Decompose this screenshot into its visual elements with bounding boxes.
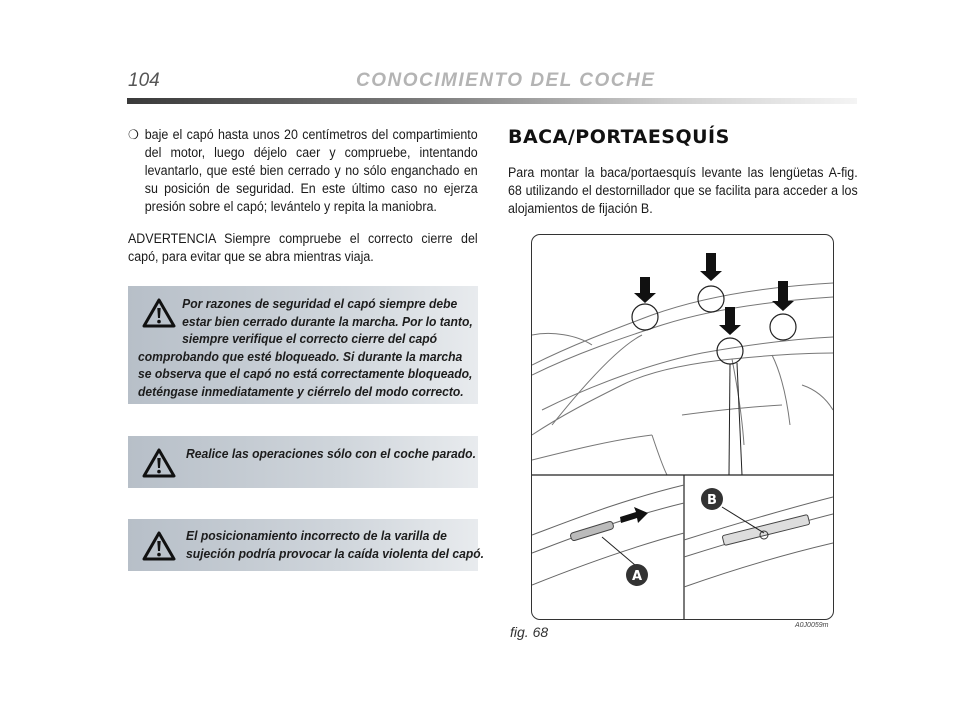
warning-text-3: El posicionamiento incorrecto de la varilla de sujeción podría provocar la caída violenta del capó. <box>186 528 485 561</box>
advertencia-paragraph: ADVERTENCIA Siempre compruebe el correcto cierre del capó, para evitar que se abra mientras viaja. <box>128 231 478 264</box>
warning-text-2-container <box>186 445 486 463</box>
warning-text-3-container <box>186 527 486 562</box>
figure-68 <box>531 234 834 620</box>
warning-text-2: Realice las operaciones sólo con el coche parado. <box>186 446 476 461</box>
left-column <box>128 126 478 266</box>
intro-paragraph: Para montar la baca/portaesquís levante las lengüetas A-fig. 68 utilizando el destornillador que se facilita para acceder a los alojamientos de fijación B. <box>508 165 858 216</box>
header-rule <box>127 98 857 104</box>
warning-text-1: Por razones de seguridad el capó siempre debe estar bien cerrado durante la marcha. Por lo tanto, siempre verifique el correcto cierre del capó comprobando que esté bloqueado. Si durante la marcha se observa que el capó no está correctamente bloqueado, deténgase inmediatamente y ciérrelo del modo correcto. <box>138 296 473 399</box>
warning-box-2 <box>128 436 478 488</box>
figure-label-b: B <box>707 493 717 508</box>
warning-triangle-icon <box>142 531 176 561</box>
figure-caption: fig. 68 <box>510 624 549 640</box>
running-title: CONOCIMIENTO DEL COCHE <box>356 70 656 91</box>
bullet-circle-icon: ❍ <box>128 127 139 142</box>
section-heading: BACA/PORTAESQUÍS <box>508 126 730 148</box>
right-column <box>508 126 858 218</box>
warning-triangle-icon <box>142 448 176 478</box>
warning-box-3 <box>128 519 485 571</box>
bullet-text: baje el capó hasta unos 20 centímetros del compartimiento del motor, luego déjelo caer y compruebe, intentando levantarlo, que esté bien cerrado y no sólo enganchado en su posición de seguridad. En este último caso no ejerza presión sobre el capó; levántelo y repita la maniobra. <box>144 127 478 214</box>
figure-label-a: A <box>631 569 643 584</box>
bullet-item <box>128 126 478 216</box>
page-number: 104 <box>128 70 160 91</box>
warning-box-1 <box>128 286 478 404</box>
figure-code: A0J0059m <box>795 622 829 629</box>
warning-text-1-container <box>138 295 478 400</box>
car-roof-illustration <box>532 235 833 619</box>
